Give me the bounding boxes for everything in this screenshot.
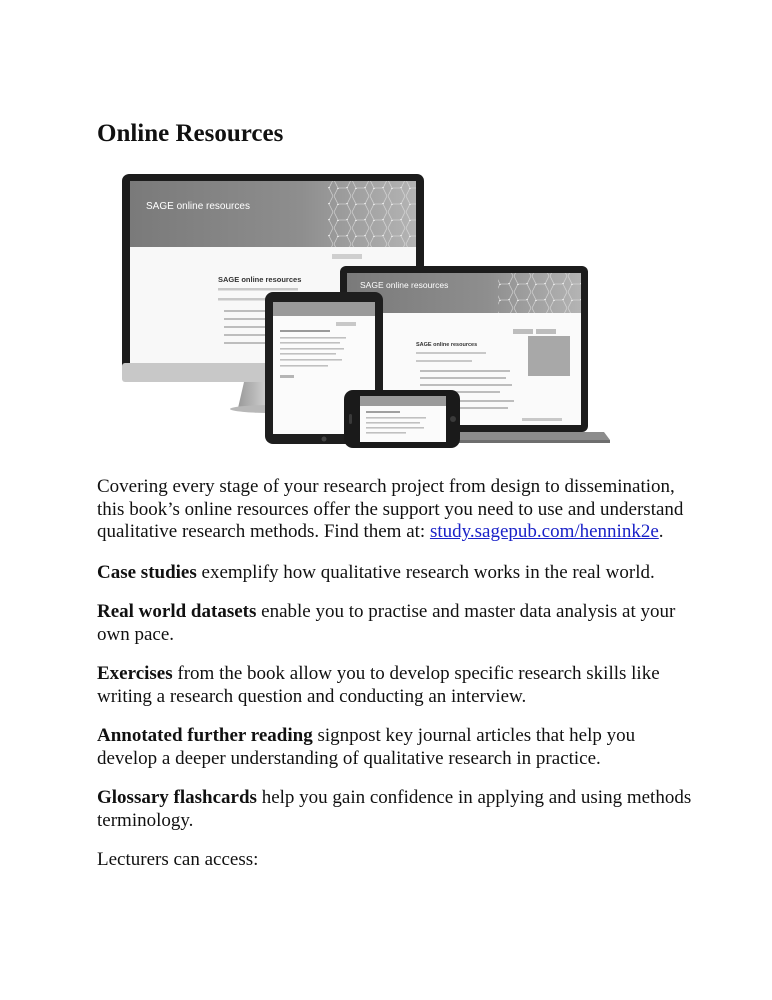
desktop-banner-text: SAGE online resources — [146, 201, 250, 212]
feature-description: signpost key journal articles that help you develop a deeper understanding of qualitative research in practice. — [97, 725, 636, 769]
feature-title: Real world datasets — [97, 601, 257, 622]
laptop-heading-text: SAGE online resources — [416, 342, 478, 348]
feature-description: help you gain confidence in applying and using methods terminology. — [97, 787, 692, 831]
devices-mockup-image — [118, 172, 613, 454]
page-title: Online Resources — [97, 120, 284, 147]
phone — [344, 390, 460, 448]
feature-title: Annotated further reading — [97, 725, 313, 746]
intro-paragraph — [97, 476, 697, 544]
feature-title: Glossary flashcards — [97, 787, 257, 808]
desktop-heading-text: SAGE online resources — [218, 275, 302, 284]
feature-annotated-further-reading — [97, 725, 697, 770]
laptop-banner-text: SAGE online resources — [360, 280, 449, 290]
feature-title: Case studies — [97, 561, 197, 583]
lecturers-paragraph: Lecturers can access: — [97, 849, 259, 870]
feature-title: Exercises — [97, 663, 173, 684]
feature-case-studies — [97, 562, 697, 585]
body-text — [97, 476, 697, 889]
feature-glossary-flashcards — [97, 787, 697, 832]
feature-description: exemplify how qualitative research works in the real world. — [196, 561, 655, 583]
feature-exercises — [97, 663, 697, 708]
feature-description: from the book allow you to develop specific research skills like writing a research question and conducting an interview. — [97, 663, 660, 707]
feature-description: enable you to practise and master data analysis at your own pace. — [97, 601, 676, 645]
feature-real-world-datasets — [97, 601, 697, 646]
intro-text: Covering every stage of your research project from design to dissemination, this book’s online resources offer the support you need to use and understand qualitative research methods. Find them at: — [97, 476, 684, 542]
intro-end: . — [658, 521, 664, 542]
resources-link[interactable]: study.sagepub.com/hennink2e — [429, 521, 659, 542]
